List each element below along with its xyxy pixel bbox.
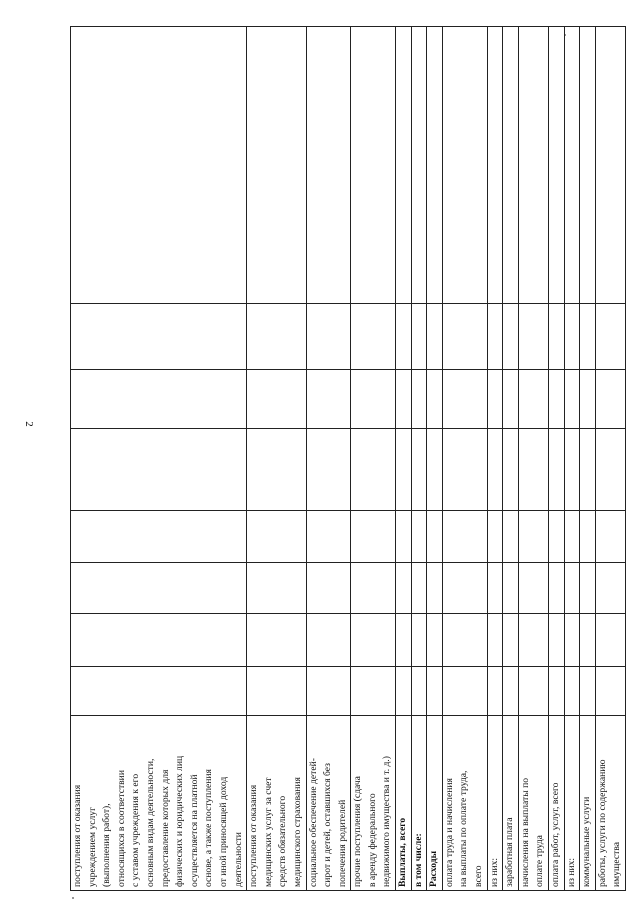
- empty-cell: [503, 304, 519, 370]
- row-label: Расходы: [427, 716, 443, 891]
- empty-cell: [71, 667, 247, 716]
- empty-cell: [247, 511, 306, 563]
- scan-speck: [72, 897, 74, 899]
- row-label: социальное обеспечение детей- сирот и детей, оставшихся без попечения родителей: [306, 716, 351, 891]
- empty-cell: [396, 27, 412, 304]
- empty-cell: [595, 511, 625, 563]
- empty-cell: [487, 563, 503, 614]
- empty-cell: [580, 614, 596, 667]
- financial-table-container: [70, 27, 623, 891]
- empty-cell: [351, 667, 396, 716]
- empty-cell: [351, 511, 396, 563]
- empty-cell: [396, 304, 412, 370]
- financial-plan-table: [70, 26, 626, 891]
- table-row: [487, 27, 503, 891]
- empty-cell: [549, 511, 565, 563]
- empty-cell: [71, 429, 247, 511]
- row-label: коммунальные услуги: [580, 716, 596, 891]
- table-row: [411, 27, 427, 891]
- row-label: из них:: [564, 716, 580, 891]
- row-label: оплата труда и начисления на выплаты по оплате труда, всего: [442, 716, 487, 891]
- empty-cell: [427, 27, 443, 304]
- empty-cell: [396, 370, 412, 429]
- empty-cell: [247, 304, 306, 370]
- empty-cell: [71, 563, 247, 614]
- empty-cell: [564, 614, 580, 667]
- empty-cell: [351, 370, 396, 429]
- empty-cell: [487, 429, 503, 511]
- row-label: прочие поступления (сдача в аренду федерального недвижимого имущества и т. д.): [351, 716, 396, 891]
- row-label: начисления на выплаты по оплате труда: [518, 716, 548, 891]
- empty-cell: [442, 667, 487, 716]
- empty-cell: [411, 563, 427, 614]
- row-label: поступления от оказания учреждением услуг (выполнения работ), относящихся в соответствии с уставом учреждения к его основным видам деятельности, предоставление которых для физических и юридических лиц осуществляется на платной основе, а также поступления от иной приносящей доход деятельности: [71, 716, 247, 891]
- table-row: [442, 27, 487, 891]
- empty-cell: [549, 27, 565, 304]
- empty-cell: [518, 563, 548, 614]
- empty-cell: [518, 614, 548, 667]
- empty-cell: [518, 667, 548, 716]
- empty-cell: [247, 614, 306, 667]
- empty-cell: [427, 614, 443, 667]
- empty-cell: [595, 667, 625, 716]
- empty-cell: [351, 27, 396, 304]
- empty-cell: [580, 429, 596, 511]
- empty-cell: [549, 563, 565, 614]
- empty-cell: [549, 370, 565, 429]
- empty-cell: [595, 563, 625, 614]
- empty-cell: [595, 370, 625, 429]
- empty-cell: [71, 511, 247, 563]
- empty-cell: [442, 614, 487, 667]
- empty-cell: [595, 614, 625, 667]
- table-row: [580, 27, 596, 891]
- table-row: [71, 27, 247, 891]
- empty-cell: [503, 27, 519, 304]
- empty-cell: [247, 370, 306, 429]
- empty-cell: [564, 563, 580, 614]
- empty-cell: [518, 511, 548, 563]
- empty-cell: [580, 27, 596, 304]
- empty-cell: [503, 614, 519, 667]
- empty-cell: [427, 304, 443, 370]
- empty-cell: [427, 370, 443, 429]
- empty-cell: [580, 304, 596, 370]
- empty-cell: [247, 563, 306, 614]
- empty-cell: [580, 511, 596, 563]
- empty-cell: [306, 370, 351, 429]
- table-row: [549, 27, 565, 891]
- page-number: 2: [23, 421, 35, 427]
- empty-cell: [580, 370, 596, 429]
- table-row: [427, 27, 443, 891]
- empty-cell: [442, 429, 487, 511]
- empty-cell: [351, 563, 396, 614]
- empty-cell: [595, 304, 625, 370]
- empty-cell: [247, 429, 306, 511]
- empty-cell: [487, 27, 503, 304]
- empty-cell: [427, 429, 443, 511]
- empty-cell: [580, 667, 596, 716]
- empty-cell: [411, 511, 427, 563]
- table-row: [518, 27, 548, 891]
- row-label: работы, услуги по содержанию имущества: [595, 716, 625, 891]
- empty-cell: [71, 370, 247, 429]
- empty-cell: [549, 429, 565, 511]
- empty-cell: [71, 614, 247, 667]
- empty-cell: [411, 667, 427, 716]
- table-row: [396, 27, 412, 891]
- empty-cell: [411, 614, 427, 667]
- empty-cell: [396, 429, 412, 511]
- row-label: Выплаты, всего: [396, 716, 412, 891]
- empty-cell: [396, 614, 412, 667]
- empty-cell: [351, 614, 396, 667]
- empty-cell: [396, 511, 412, 563]
- empty-cell: [487, 370, 503, 429]
- empty-cell: [518, 429, 548, 511]
- empty-cell: [306, 563, 351, 614]
- empty-cell: [306, 304, 351, 370]
- empty-cell: [442, 511, 487, 563]
- empty-cell: [247, 667, 306, 716]
- empty-cell: [427, 511, 443, 563]
- row-label: заработная плата: [503, 716, 519, 891]
- empty-cell: [351, 429, 396, 511]
- empty-cell: [487, 667, 503, 716]
- empty-cell: [71, 304, 247, 370]
- empty-cell: [549, 667, 565, 716]
- empty-cell: [411, 370, 427, 429]
- row-label: поступления от оказания медицинских услуг за счет средств обязательного медицинского страхования: [247, 716, 306, 891]
- empty-cell: [306, 27, 351, 304]
- empty-cell: [427, 667, 443, 716]
- empty-cell: [564, 370, 580, 429]
- row-label: в том числе:: [411, 716, 427, 891]
- empty-cell: [411, 304, 427, 370]
- empty-cell: [487, 511, 503, 563]
- empty-cell: [71, 27, 247, 304]
- empty-cell: [487, 304, 503, 370]
- empty-cell: [396, 667, 412, 716]
- empty-cell: [549, 304, 565, 370]
- empty-cell: [306, 614, 351, 667]
- empty-cell: [503, 370, 519, 429]
- table-row: [247, 27, 306, 891]
- empty-cell: [549, 614, 565, 667]
- empty-cell: [442, 304, 487, 370]
- empty-cell: [503, 667, 519, 716]
- empty-cell: [518, 370, 548, 429]
- table-row: [564, 27, 580, 891]
- table-row: [503, 27, 519, 891]
- empty-cell: [503, 511, 519, 563]
- empty-cell: [351, 304, 396, 370]
- empty-cell: [518, 27, 548, 304]
- empty-cell: [564, 304, 580, 370]
- empty-cell: [564, 429, 580, 511]
- table-row: [306, 27, 351, 891]
- empty-cell: [442, 563, 487, 614]
- empty-cell: [503, 429, 519, 511]
- empty-cell: [595, 429, 625, 511]
- empty-cell: [247, 27, 306, 304]
- row-label: оплата работ, услуг, всего: [549, 716, 565, 891]
- table-row: [595, 27, 625, 891]
- empty-cell: [503, 563, 519, 614]
- empty-cell: [564, 667, 580, 716]
- table-row: [351, 27, 396, 891]
- empty-cell: [306, 511, 351, 563]
- empty-cell: [396, 563, 412, 614]
- empty-cell: [518, 304, 548, 370]
- empty-cell: [595, 27, 625, 304]
- empty-cell: [411, 27, 427, 304]
- empty-cell: [580, 563, 596, 614]
- empty-cell: [306, 667, 351, 716]
- empty-cell: [306, 429, 351, 511]
- empty-cell: [564, 511, 580, 563]
- empty-cell: [564, 27, 580, 304]
- empty-cell: [427, 563, 443, 614]
- row-label: из них:: [487, 716, 503, 891]
- empty-cell: [487, 614, 503, 667]
- empty-cell: [442, 27, 487, 304]
- empty-cell: [411, 429, 427, 511]
- empty-cell: [442, 370, 487, 429]
